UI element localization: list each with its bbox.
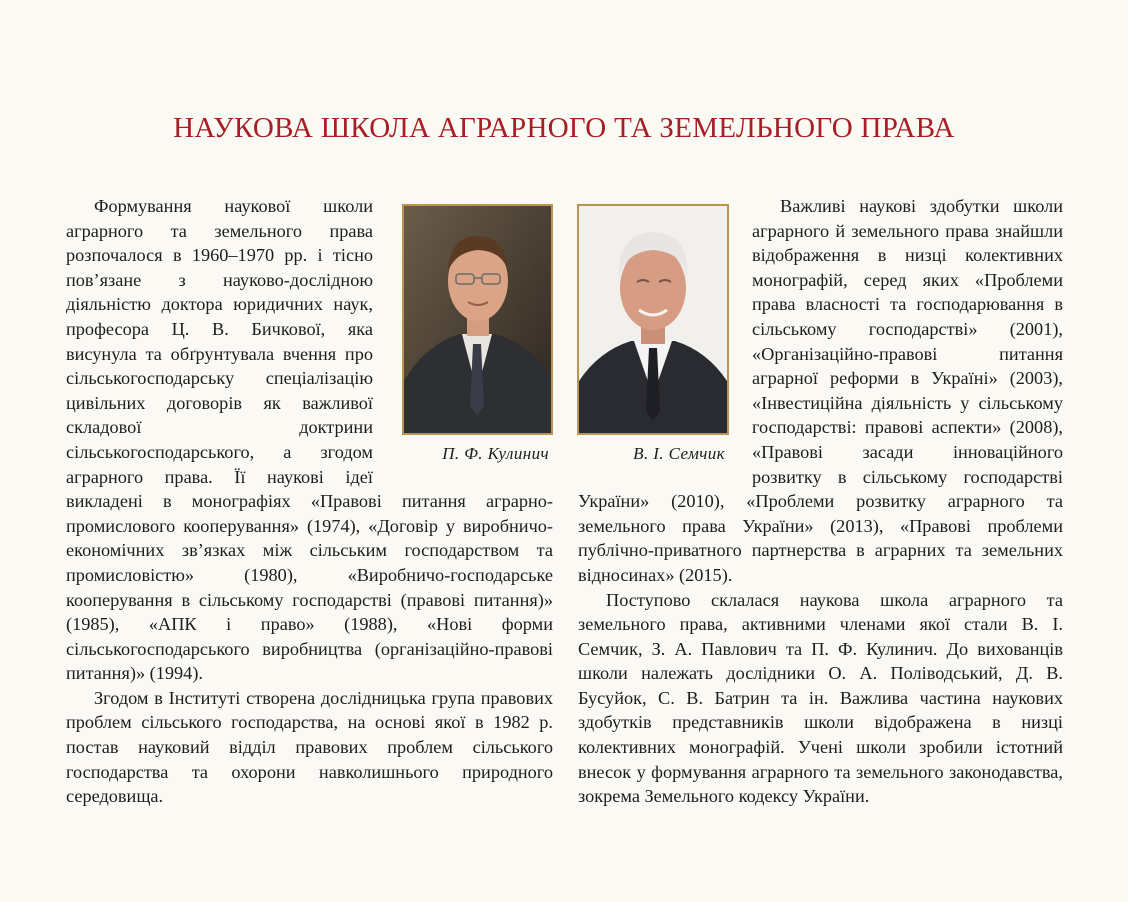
left-paragraph-1: Формування наукової школи аграрного та земельного права розпочалося в 1960–1970 рр. і тісно пов’язане з науково-дослідною діяльністю доктора юридичних наук, професора Ц. В. Бичкової, яка висунула та обґрунтувала вчення про сільськогосподарську спеціалізацію цивільних договорів як важливої складової доктрини сільськогосподарського, а згодом аграрного права. Її наукові ідеї викладені в монографіях «Правові питання аграрно-промислового кооперування» (1974), «Договір у виробничо-економічних зв’язках між сільським господарством та промисловістю» (1980), «Виробничо-господарське кооперування в сільському господарстві (правові питання)» (1985), «АПК і право» (1988), «Нові форми сільськогосподарського виробництва (організаційно-правові питання)» (1994). (66, 196, 553, 684)
left-paragraph-2: Згодом в Інституті створена дослідницька група правових проблем сільського господарства, на основі якої в 1982 р. постав науковий відділ правових проблем сільського господарства та охорони навколишнього природного середовища. (66, 687, 553, 807)
caption-semchyk: В. І. Семчик (633, 444, 725, 463)
right-paragraph-2: Поступово склалася наукова школа аграрного та земельного права, активними членами якої стали В. І. Семчик, З. А. Павлович та П. Ф. Кулинич. До вихованців школи належать дослідники О. А. Поліводський, Д. В. Бусуйок, С. В. Батрин та ін. Важлива частина наукових здобутків представників школи відображена в низці колективних монографій. Учені школи зробили істотний внесок у формування аграрного та земельного законодавства, зокрема Земельного кодексу України. (578, 589, 1063, 807)
left-photo-spacer (383, 194, 553, 466)
page-title: НАУКОВА ШКОЛА АГРАРНОГО ТА ЗЕМЕЛЬНОГО ПРАВА (173, 112, 955, 144)
right-column (578, 194, 1063, 809)
left-column (66, 194, 553, 809)
right-photo-spacer (578, 194, 742, 466)
right-paragraph-1: Важливі наукові здобутки школи аграрного й земельного права знайшли відображення в низці колективних монографій, серед яких «Проблеми права власності та господарювання в сільському господарстві» (2001), «Організаційно-правові питання аграрної реформи в Україні» (2003), «Інвестиційна діяльність у сільському господарстві: правові аспекти» (2008), «Правові засади інноваційного розвитку в сільському господарстві України» (2010), «Проблеми розвитку аграрного та земельного права України» (2013), «Правові проблеми публічно-приватного партнерства в аграрних та земельних відносинах» (2015). (578, 196, 1063, 585)
caption-kulynych: П. Ф. Кулинич (442, 444, 549, 463)
